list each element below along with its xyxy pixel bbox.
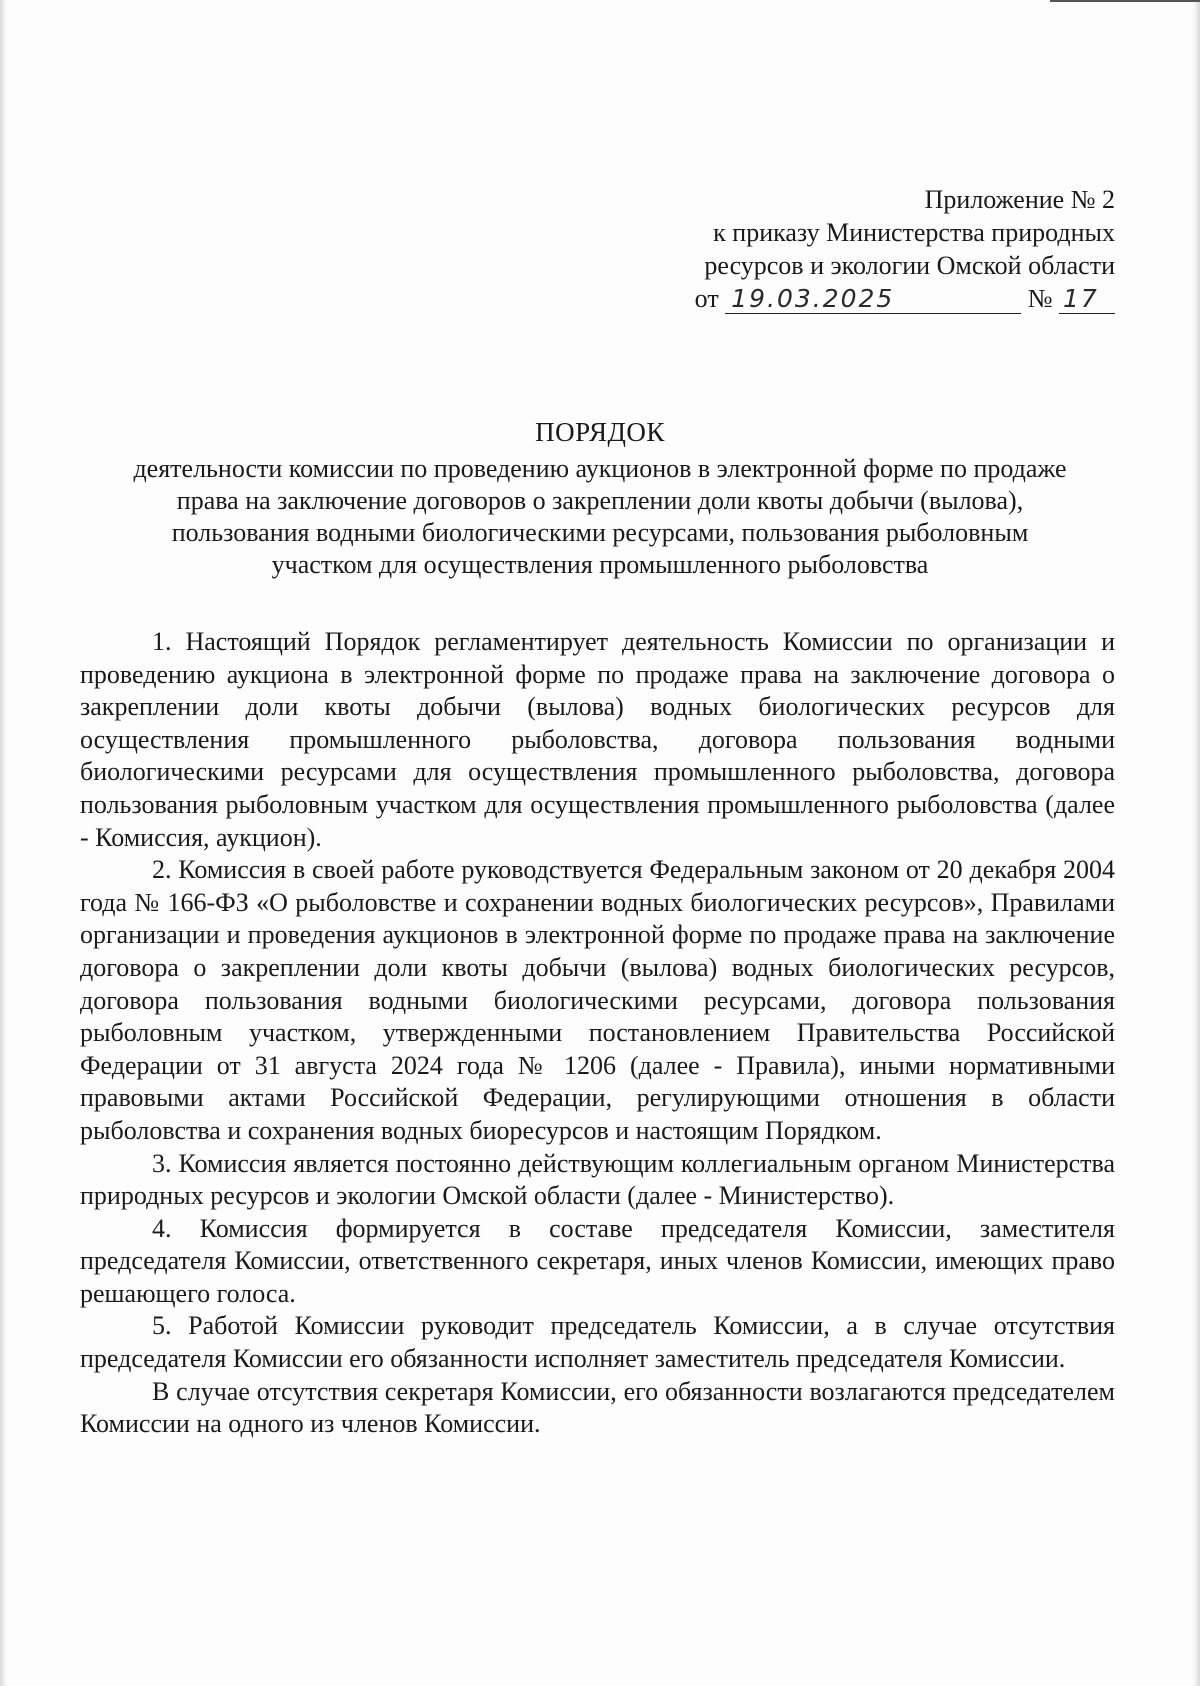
scan-mark [1050, 0, 1200, 2]
subtitle-line: пользования водными биологическими ресурсами, пользования рыболовным [171, 518, 1029, 547]
paragraph-4: 4. Комиссия формируется в составе председателя Комиссии, заместителя председателя Комиссии, ответственного секретаря, иных членов Комиссии, имеющих право решающего голоса. [80, 1213, 1115, 1308]
paragraph-3: 3. Комиссия является постоянно действующим коллегиальным органом Министерства природных ресурсов и экологии Омской области (далее - Министерство). [80, 1148, 1115, 1211]
document-subtitle [80, 453, 1120, 581]
date-prefix: от [694, 284, 719, 313]
scan-edge-right [1192, 0, 1200, 1686]
scan-edge-left [0, 0, 8, 1686]
handwritten-date: 19.03.2025 [725, 285, 1021, 314]
number-prefix: № [1027, 284, 1053, 313]
document-title: ПОРЯДОК [535, 417, 665, 447]
paragraph-5: 5. Работой Комиссии руководит председатель Комиссии, а в случае отсутствия председателя Комиссии его обязанности исполняет заместитель председателя Комиссии. [80, 1311, 1115, 1374]
appendix-ministry: ресурсов и экологии Омской области [704, 251, 1115, 280]
appendix-header [600, 183, 1115, 315]
paragraph-2: 2. Комиссия в своей работе руководствуется Федеральным законом от 20 декабря 2004 года № 166-ФЗ «О рыболовстве и сохранении водных биологических ресурсов», Правилами организации и проведения аукционов в электронной форме по продаже права на заключение договора о закреплении доли квоты добычи (вылова) водных биологических ресурсов, договора пользования водными биологическими ресурсами, договора пользования рыболовным участком, утвержденными постановлением Правительства Российской Федерации от 31 августа 2024 года № 1206 (далее - Правила), иными нормативными правовыми актами Российской Федерации, регулирующими отношения в области рыболовства и сохранения водных биоресурсов и настоящим Порядком. [80, 855, 1115, 1145]
subtitle-line: деятельности комиссии по проведению аукционов в электронной форме по продаже [133, 454, 1067, 483]
paragraph-1: 1. Настоящий Порядок регламентирует деятельность Комиссии по организации и проведению аукциона в электронной форме по продаже права на заключение договора о закреплении доли квоты добычи (вылова) водных биологических ресурсов для осуществления промышленного рыболовства, договора пользования водными биологическими ресурсами для осуществления промышленного рыболовства, договора пользования рыболовным участком для осуществления промышленного рыболовства (далее - Комиссия, аукцион). [80, 627, 1115, 852]
paragraph-6: В случае отсутствия секретаря Комиссии, его обязанности возлагаются председателем Комиссии на одного из членов Комиссии. [80, 1376, 1115, 1439]
subtitle-line: участком для осуществления промышленного рыболовства [271, 550, 929, 579]
order-date-line [600, 282, 1115, 315]
appendix-number: Приложение № 2 [924, 185, 1115, 214]
handwritten-number: 17 [1059, 285, 1115, 314]
appendix-order-ref: к приказу Министерства природных [713, 218, 1115, 247]
document-body [80, 626, 1115, 1441]
subtitle-line: права на заключение договоров о закреплении доли квоты добычи (вылова), [176, 486, 1024, 515]
